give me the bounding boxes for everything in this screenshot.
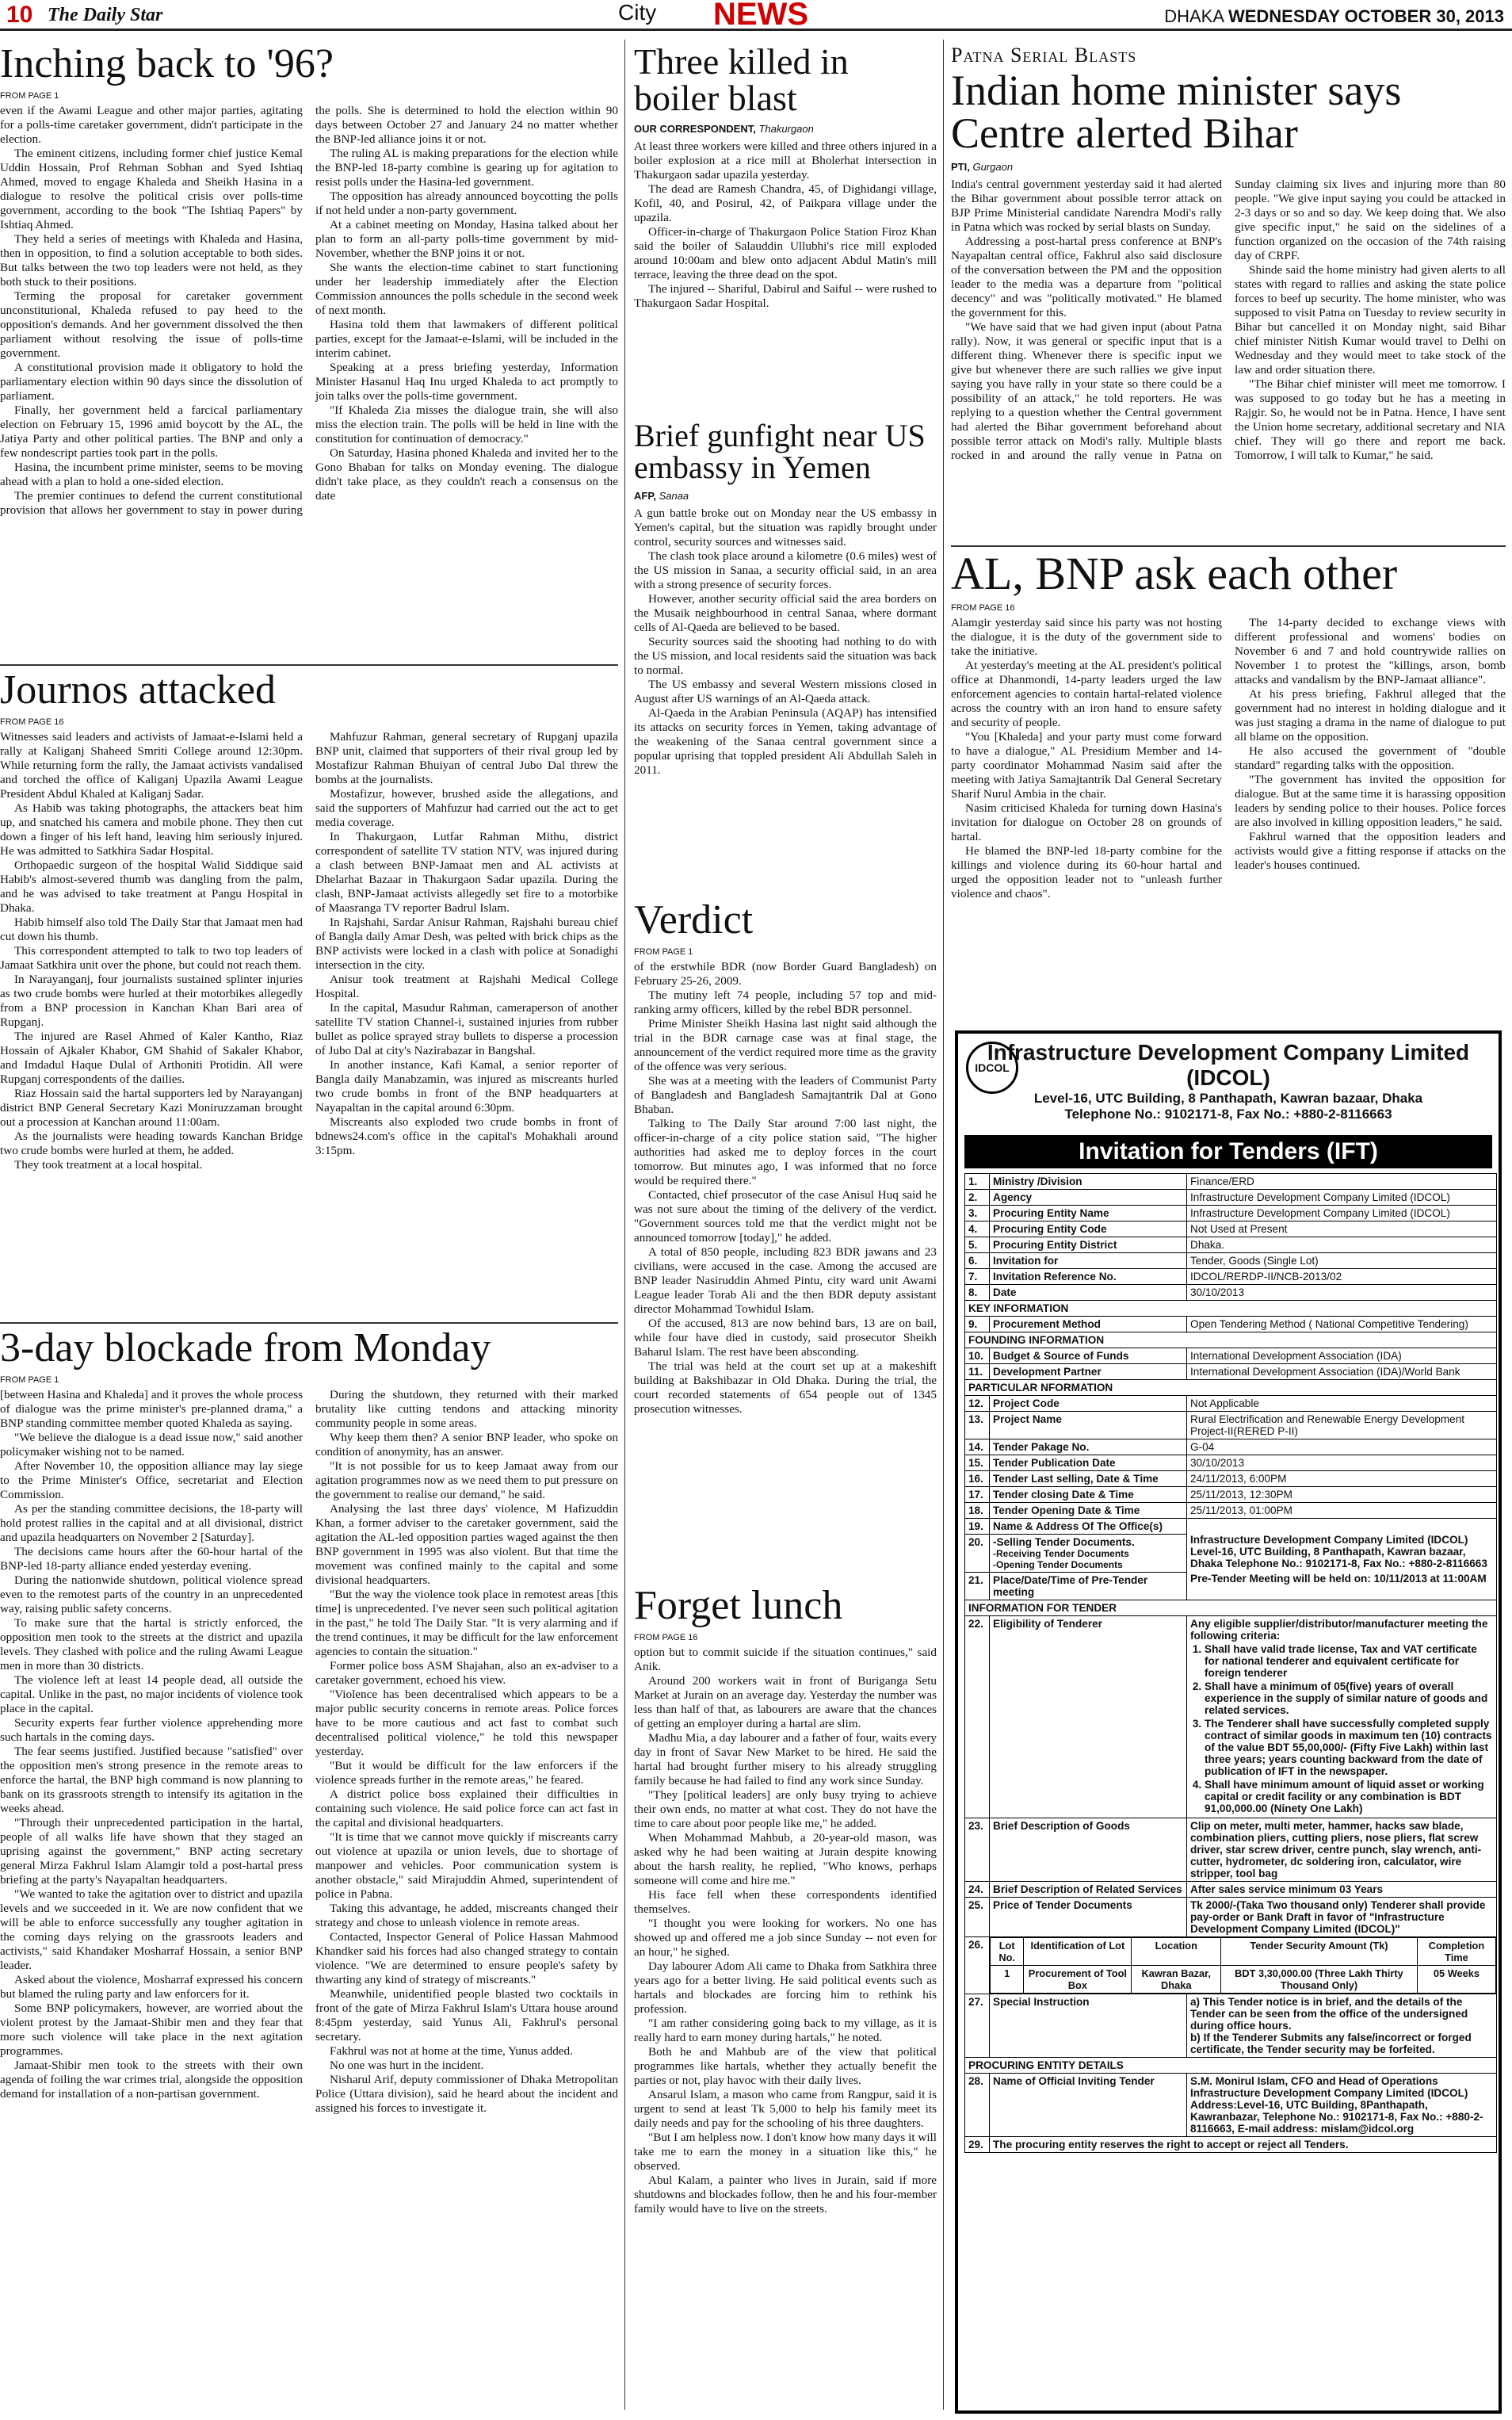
- paragraph: Of the accused, 813 are now behind bars, 13 are on bail, while four have died in custody, said prosecutor Sheikh Baharul Islam. The rest have been absconding.: [634, 1317, 937, 1359]
- paragraph: "They [political leaders] are only busy trying to achieve their own ends, no matter at what cost. They do not have the time to care about poor people like me," he added.: [634, 1788, 937, 1830]
- headline: Indian home minister says Centre alerted Bihar: [951, 67, 1402, 157]
- paragraph: In the capital, Masudur Rahman, cameraperson of another satellite TV station Channel-i, sustained injuries from rubber bullet as police sprayed stray bullets to disperse a procession of Jubo Dal at city's Nazirabazar in Bangshal.: [315, 1001, 618, 1057]
- paragraph: The US embassy and several Western missions closed in August after US warnings of an Al-Qaeda attack.: [634, 678, 937, 705]
- paragraph: As Habib was taking photographs, the attackers beat him up, and snatched his camera and mobile phone. They then cut down a finger of his left hand, leaving him seriously injured. He was admitted to Satkhira Sadar Hospital.: [0, 801, 303, 858]
- table-row: 9. Procurement Method Open Tendering Method ( National Competitive Tendering): [965, 1317, 1497, 1332]
- article-al-bnp: [951, 551, 1506, 1023]
- headline: 3-day blockade from Monday: [0, 1328, 491, 1371]
- headline: Journos attacked: [0, 670, 277, 713]
- paragraph: They took treatment at a local hospital.: [14, 1158, 203, 1172]
- paragraph: India's central government yesterday said it had alerted the Bihar government about possible terror attack on BJP Prime Ministerial candidate Narendra Modi's rally in Patna which was rocked by serial blasts on Sunday.: [951, 178, 1222, 234]
- paragraph: "It is not possible for us to keep Jamaat away from our agitation programmes now as we need them to put pressure on the government to realise our demand," he said.: [315, 1459, 618, 1501]
- paragraph: The mutiny left 74 people, including 57 top and mid-ranking army officers, killed by the rebel BDR personnel.: [634, 988, 937, 1016]
- article-yemen-gunfight: [634, 420, 937, 896]
- table-row: 17. Tender closing Date & Time 25/11/2013, 12:30PM: [965, 1487, 1497, 1503]
- headline: Forget lunch: [634, 1585, 843, 1628]
- paragraph: "But it would be difficult for the law enforcers if the violence spreads further in the remote areas," he feared.: [315, 1759, 618, 1787]
- table-row: 23. Brief Description of Goods Clip on meter, multi meter, hammer, hacks saw blade, combination pliers, cutting pliers, nose pliers, flat screw driver, star screw driver, centre punch, slay wrench, anti-cutter, hydrometer, dc soldering iron, calculator, wire stripper, tool bag: [965, 1818, 1497, 1882]
- paragraph: The violence left at least 14 people dead, all outside the capital. Unlike in the past, no major incidents of violence took place in the capital.: [0, 1673, 303, 1715]
- tender-table: [964, 1173, 1497, 2153]
- headline: Verdict: [634, 900, 754, 942]
- paragraph: Some BNP policymakers, however, are worried about the violent protest by the Jamaat-Shibir men and they fear that more such violence will take place in the next agitation programmes.: [0, 2001, 303, 2058]
- article-journos-attacked: [0, 670, 618, 1320]
- table-row: 15. Tender Publication Date 30/10/2013: [965, 1455, 1497, 1471]
- section-city: City: [618, 0, 657, 25]
- paragraph: Talking to The Daily Star around 7:00 last night, the officer-in-charge of a city police station said, "The higher authorities had asked me to deploy forces in the court tomorrow. But minutes ago, I was informed that no force would be required there.": [634, 1117, 937, 1187]
- ad-telephone: Telephone No.: 9102171-8, Fax No.: +880-2-8116663: [1064, 1107, 1392, 1122]
- paragraph: The opposition has already announced boycotting the polls if not held under a non-party government.: [315, 189, 618, 217]
- paragraph: They held a series of meetings with Khaleda and Hasina, then in opposition, to find a solution acceptable to both sides. But talks between the two top leaders were not held, as they both stuck to their positions.: [0, 232, 303, 289]
- paragraph: The premier continues to defend the current constitutional provision that allows her government to stay in power during the polls. She is determined to hold the election within 90 days between October 27 and January 24 no matter whether the BNP-led alliance joins it or not.: [0, 104, 618, 517]
- paragraph: To make sure that the hartal is strictly enforced, the opposition men took to the streets at the district and upazila levels. They clashed with police and the ruling Awami League men in more than 30 districts.: [0, 1616, 303, 1673]
- table-row: 8. Date 30/10/2013: [965, 1285, 1497, 1301]
- section-particular: PARTICULAR NFORMATION: [965, 1380, 1497, 1396]
- list-item: 3. The Tenderer shall have successfully completed supply contract of similar goods in maximum ten (10) contracts of the value BDT 55,00,000/- (Fifty Five Lakh) within last three years; years counting backward from the date of publication of IFT in the newspaper.: [1205, 1718, 1493, 1777]
- paragraph: In Rajshahi, Sardar Anisur Rahman, Rajshahi bureau chief of Bangla daily Amar Desh, was pelted with brick chips as the BNP activists were locked in a clash with police at Sonadighi intersection in the city.: [315, 916, 618, 972]
- paragraph: Nasim criticised Khaleda for turning down Hasina's invitation for dialogue on October 28 on grounds of hartal.: [951, 801, 1222, 843]
- paragraph: Contacted, Inspector General of Police Hassan Mahmood Khandker said his forces had also changed strategy to contain violence. "We are determined to ensure people's safety by thwarting any kind of strategy of miscreants.": [315, 1930, 618, 1986]
- paragraph: Security sources said the shooting had nothing to do with the US mission, and local residents said the situation was back to normal.: [634, 635, 937, 677]
- paragraph: Nisharul Arif, deputy commissioner of Dhaka Metropolitan Police (Uttara division), said he heard about the incident and assigned his forces to investigate it.: [315, 2073, 618, 2115]
- table-row: 18. Tender Opening Date & Time 25/11/2013, 01:00PM: [965, 1503, 1497, 1519]
- article-indian-home-minister: [951, 44, 1506, 543]
- paragraph: Mahfuzur Rahman, general secretary of Rupganj upazila BNP unit, claimed that supporters of their rival group led by Mostafizur Rahman Bhuiyan of central Jubo Dal threw the bombs at the journalists.: [315, 730, 618, 786]
- ad-company: Infrastructure Development Company Limited (IDCOL): [987, 1040, 1470, 1090]
- paragraph: "I thought you were looking for workers. No one has showed up and offered me a job since Sunday -- not even for an hour," he sighed.: [634, 1917, 937, 1959]
- paragraph: The decisions came hours after the 60-hour hartal of the BNP-led 18-party alliance ended yesterday evening.: [0, 1545, 303, 1573]
- paragraph: Day labourer Adom Ali came to Dhaka from Satkhira three years ago for a better living. He said political events such as hartals and blockades are forcing him to rethink his profession.: [634, 1959, 937, 2016]
- paragraph: The dead are Ramesh Chandra, 45, of Dighidangi village, Kofil, 40, and Posirul, 42, of Paikpara village under the upazila.: [634, 182, 937, 224]
- table-row: 14. Tender Pakage No. G-04: [965, 1439, 1497, 1455]
- column-rule: [624, 40, 625, 2410]
- paragraph: However, another security official said the area borders on the Musaik neighbourhood in central Sanaa, where dormant cells of Al-Qaeda are believed to be based.: [634, 592, 937, 634]
- section-procuring: PROCURING ENTITY DETAILS: [965, 2058, 1497, 2074]
- paragraph: Former police boss ASM Shajahan, also an ex-adviser to a caretaker government, echoed his view.: [315, 1659, 618, 1687]
- paragraph: "If Khaleda Zia misses the dialogue train, she will also miss the election train. The polls will be held in line with the constitution for continuation of democracy.": [315, 403, 618, 445]
- section-funding: FOUNDING INFORMATION: [965, 1332, 1497, 1348]
- tender-advertisement: [955, 1030, 1502, 2414]
- paragraph: Around 200 workers wait in front of Buriganga Setu Market at Jurain on an average day. Yesterday the number was less than half of that, as labourers are aware that the chances of getting an employer during a hartal are slim.: [634, 1674, 937, 1730]
- byline: PTI, Gurgaon: [951, 161, 1014, 173]
- kicker: FROM PAGE 16: [951, 603, 1015, 613]
- table-row: 26. Lot No. Identification of Lot Location Tender Security Amount (Tk) Completion Time 1 Procurement of Tool Box Kawran Bazar, Dhaka BDT 3,30,000.00 (Three Lakh Thirty Thousand Only) 05 Weeks: [965, 1937, 1497, 1994]
- paragraph: He blamed the BNP-led 18-party combine for the killings and violence during its 60-hour hartal and urged the opposition leader not to "unleash further violence and chaos".: [951, 844, 1222, 900]
- lot-table: Lot No. Identification of Lot Location Tender Security Amount (Tk) Completion Time 1 Procurement of Tool Box Kawran Bazar, Dhaka BDT 3,30,000.00 (Three Lakh Thirty Thousand Only) 05 Weeks: [990, 1937, 1496, 1994]
- ad-title: Invitation for Tenders (IFT): [964, 1135, 1492, 1168]
- paragraph: Prime Minister Sheikh Hasina last night said although the trial in the BDR carnage case was at final stage, the announcement of the verdict required more time as the gravity of the offence was very serious.: [634, 1017, 937, 1073]
- paragraph: "But the way the violence took place in remotest areas [this time] is unprecedented. I've never seen such political agitation in the past," he told The Daily Star. "It is very alarming and if the trend continues, it may be difficult for the law enforcement agencies to contain the situation.": [315, 1588, 618, 1658]
- paragraph: She wants the election-time cabinet to start functioning under her leadership immediately after the Election Commission announces the polls schedule in the second week of next month.: [315, 261, 618, 317]
- paragraph: A gun battle broke out on Monday near the US embassy in Yemen's capital, but the situation was rapidly brought under control, security sources and witnesses said.: [634, 507, 937, 549]
- article-body: [0, 1388, 618, 2116]
- paragraph: At his press briefing, Fakhrul alleged that the government had no interest in holding dialogue and it was just staging a drama in the name of dialogue to put all blame on the opposition.: [1235, 687, 1506, 744]
- paragraph: No one was hurt in the incident.: [330, 2059, 484, 2072]
- table-row: 27. Special Instruction a) This Tender notice is in brief, and the details of the Tender can be seen from the office of the undersigned during office hours. b) If the Tenderer Submits any false/incorrect or forged certificate, the Tender security may be forfeited.: [965, 1994, 1497, 2058]
- paragraph: Ansarul Islam, a mason who came from Rangpur, said it is urgent to send at least Tk 5,000 to help his family meet its daily needs and pay for the schooling of his three daughters.: [634, 2088, 937, 2130]
- paragraph: Security experts fear further violence apprehending more such hartals in the coming days.: [0, 1716, 303, 1744]
- table-row: 19. Name & Address Of The Office(s) Infrastructure Development Company Limited (IDCOL) Level-16, UTC Building, 8 Panthapath, Kawran bazaar, Dhaka Telephone No.: 9102171-8, Fax No.: +880-2-8116663 Pre-Tender Meeting will be held on: 10/11/2013 at 11:00AM: [965, 1519, 1497, 1535]
- article-body: [0, 104, 618, 518]
- paragraph: The clash took place around a kilometre (0.6 miles) west of the US mission in Sanaa, a security official said, in an area with a strong presence of security forces.: [634, 549, 937, 591]
- byline: AFP, Sanaa: [634, 490, 689, 502]
- table-row: 22. Eligibility of Tenderer Any eligible supplier/distributor/manufacturer meeting the following criteria: 1. Shall have valid trade license, Tax and VAT certificate for national tenderer and equivalent certificate for foreign tenderer 2. Shall have a minimum of 05(five) years of overall experience in the supply of similar nature of goods and related services. 3. The Tenderer shall have successfully completed supply contract of similar goods in maximum ten (10) contracts of the value BDT 55,00,000/- (Fifty Five Lakh) within last three years; years counting backward from the date of publication of IFT in the newspaper. 4. Shall have minimum amount of liquid asset or working capital or credit facility or any combination is BDT 91,00,000.00 (Ninety One Lakh): [965, 1616, 1497, 1818]
- article-3-day-blockade: [0, 1328, 618, 2414]
- paragraph: Asked about the violence, Mosharraf expressed his concern but blamed the ruling party and law enforcers for it.: [0, 1973, 303, 2001]
- article-boiler-blast: [634, 44, 937, 416]
- divider: [0, 664, 618, 666]
- list-item: 2. Shall have a minimum of 05(five) years of overall experience in the supply of similar nature of goods and related services.: [1205, 1680, 1493, 1716]
- paragraph: The injured are Rasel Ahmed of Kaler Kantho, Riaz Hossain of Ajkaler Khabor, GM Shahid of Sakaler Khabor, and Imdadul Haque Dulal of Arthoniti Protidin. All were Rupganj correspondents of the dailies.: [0, 1030, 303, 1086]
- paragraph: At a cabinet meeting on Monday, Hasina talked about her plan to form an all-party polls-time government by mid-November, whether the BNP joins it or not.: [315, 218, 618, 260]
- paragraph: This correspondent attempted to talk to two top leaders of Jamaat Satkhira unit over the phone, but could not reach them.: [0, 944, 303, 972]
- article-body: [0, 730, 618, 1172]
- paragraph: "You [Khaleda] and your party must come forward to have a dialogue," AL Presidium Member and 14-party coordinator Mohammad Nasim said after the meeting with Jatiya Samajtantrik Dal General Secretary Sharif Nurul Ambia in the chair.: [951, 730, 1222, 801]
- paragraph: Both he and Mahbub are of the view that political programmes like hartals, whether they actually benefit the parties or not, play havoc with their daily lives.: [634, 2045, 937, 2087]
- table-row: 2. Agency Infrastructure Development Company Limited (IDCOL): [965, 1190, 1497, 1206]
- paragraph: In Thakurgaon, Lutfar Rahman Mithu, district correspondent of satellite TV station NTV, was injured during a clash between BNP-Jamaat men and AL activists at Dhelarhat Bazaar in Thakurgaon Sadar upazila. During the clash, BNP-Jamaat activists allegedly set fire to a motorbike of Maasranga TV reporter Badrul Islam.: [315, 830, 618, 915]
- idcol-logo: IDCOL: [966, 1042, 1018, 1094]
- paragraph: Fakhrul warned that the opposition leaders and activists would give a fitting response if attacks on the leader's houses continued.: [1235, 830, 1506, 872]
- paragraph: At least three workers were killed and three others injured in a boiler explosion at a rice mill at Bholerhat intersection in Thakurgaon sadar upazila yesterday.: [634, 140, 937, 182]
- paragraph: As per the standing committee decisions, the 18-party will hold protest rallies in the capital and at all divisional, district and upazila headquarters on November 2 [Saturday].: [0, 1502, 303, 1544]
- paragraph: In Narayanganj, four journalists sustained splinter injuries as two crude bombs were hurled at their motorbikes allegedly from a BNP procession in Kanchan Khan Bari area of Rupganj.: [0, 973, 303, 1029]
- article-verdict: [634, 900, 937, 1581]
- section-news: NEWS: [713, 0, 808, 32]
- table-row: 13. Project Name Rural Electrification and Renewable Energy Development Project-II(RERED P-II): [965, 1412, 1497, 1439]
- ad-address: Level-16, UTC Building, 8 Panthapath, Kawran bazaar, Dhaka: [1033, 1091, 1423, 1106]
- paragraph: The trial was held at the court set up at a makeshift building at Bakshibazar in Old Dhaka. During the trial, the court recorded statements of 654 people out of 1345 prosecution witnesses.: [634, 1359, 937, 1416]
- list-item: 4. Shall have minimum amount of liquid asset or working capital or credit facility or any combination is BDT 91,00,000.00 (Ninety One Lakh): [1205, 1779, 1493, 1814]
- table-row: 5. Procuring Entity District Dhaka.: [965, 1237, 1497, 1253]
- paragraph: Orthopaedic surgeon of the hospital Walid Siddique said Habib's almost-severed thumb was dangling from the palm, and he was advised to take treatment at Pangu Hospital in Dhaka.: [0, 858, 303, 915]
- article-body: [634, 1646, 937, 2216]
- paragraph: The fear seems justified. Justified because "satisfied" over the opposition men's strong presence in the remote areas to enforce the hartal, the BNP high command is now planning to bank on its grassroots strength to intensify its agitation in the weeks ahead.: [0, 1745, 303, 1815]
- article-body: [951, 616, 1506, 901]
- paragraph: Meanwhile, unidentified people blasted two cocktails in front of the gate of Mirza Fakhrul Islam's Uttara house around 8:45pm yesterday, said Yunus Ali, Fakhrul's personal secretary.: [315, 1987, 618, 2043]
- paragraph: During the shutdown, they returned with their marked brutality like cutting tendons and attacking minority community people in some areas.: [315, 1388, 618, 1430]
- paragraph: "I am rather considering going back to my village, as it is really hard to earn money during hartals," he noted.: [634, 2017, 937, 2044]
- paragraph: "The Bihar chief minister will meet me tomorrow. I was supposed to go today but he has a meeting in Rajgir. So, he would not be in Patna. Hence, I have sent the Union home secretary, additional secretary and NIA chief. They will go there and report me back. Tomorrow, I will talk to Kumar," he said.: [1235, 377, 1506, 462]
- paragraph: option but to commit suicide if the situation continues," said Anik.: [634, 1646, 937, 1673]
- paragraph: Terming the proposal for caretaker government unconstitutional, Khaleda refused to pay heed to the opposition's demands. And her government dissolved the then parliament without resolving the issue of polls-time government.: [0, 289, 303, 360]
- table-row: 3. Procuring Entity Name Infrastructure Development Company Limited (IDCOL): [965, 1206, 1497, 1221]
- headline: Three killed in boiler blast: [634, 44, 849, 118]
- paragraph: The injured -- Shariful, Dabirul and Saiful -- were rushed to Thakurgaon Sadar Hospital.: [634, 282, 937, 310]
- paragraph: "We have said that we had given input (about Patna rally). Now, it was general or specific input that is a different thing. Whenever there is specific input we give but whenever there are such rallies we give input saying you have rally in your state so there could be a possibility of an attack," he told reporters. He was replying to a question whether the Central government had alerted the Bihar government beforehand about possible terror attack on Modi's rally. Multiple blasts rocked in and around the rally venue in Patna on Sunday claiming six lives and injuring more than 80 people. "We give input saying you could be attacked in 2-3 days or so and so day. We keep doing that. We also give specific input," he said on the sidelines of a function organized on the occasion of the 74th raising day of CRPF.: [951, 178, 1506, 462]
- paragraph: "But I am helpless now. I don't know how many days it will take me to earn the money in a situation like this," he observed.: [634, 2131, 937, 2173]
- paragraph: "Violence has been decentralised which appears to be a major public security concerns in remote areas. Police forces have to be more cautious and act fast to combat such decentralised political violence," he told this newspaper yesterday.: [315, 1688, 618, 1758]
- paragraph: [between Hasina and Khaleda] and it proves the whole process of dialogue was the prime minister's pre-planned drama," a BNP standing committee member quoted Khaleda as saying.: [0, 1388, 303, 1430]
- paragraph: After November 10, the opposition alliance may lay siege to the Prime Minister's Office, secretariat and Election Commission.: [0, 1459, 303, 1501]
- article-body: [951, 178, 1506, 463]
- paragraph: Riaz Hossain said the hartal supporters led by Narayanganj district BNP General Secretary Kazi Moniruzzaman brought out a procession at Kanchan around 11:00am.: [0, 1087, 303, 1129]
- headline: Inching back to '96?: [0, 44, 334, 86]
- kicker: FROM PAGE 1: [0, 91, 59, 101]
- paragraph: On Saturday, Hasina phoned Khaleda and invited her to the Gono Bhaban for talks on Monday evening. The dialogue didn't take place, as they couldn't reach a consensus on the date: [315, 446, 618, 503]
- paragraph: The ruling AL is making preparations for the election while the BNP-led 18-party combine is gearing up for agitation to resist polls under the Hasina-led government.: [315, 147, 618, 189]
- table-row: 1. Ministry /Division Finance/ERD: [965, 1174, 1497, 1190]
- paragraph: His face fell when these correspondents identified themselves.: [634, 1888, 937, 1916]
- paragraph: Hasina told them that lawmakers of different political parties, except for the Jamaat-e-Islami, will be included in the interim cabinet.: [315, 318, 618, 360]
- kicker: FROM PAGE 16: [634, 1633, 698, 1642]
- paragraph: Madhu Mia, a day labourer and a father of four, waits every day in front of Savar New Market to be hired. He said the hartal had brought further misery to his already struggling family because he had failed to find any work since Sunday.: [634, 1731, 937, 1787]
- paragraph: Alamgir yesterday said since his party was not hosting the dialogue, it is the duty of the government side to take the initiative.: [951, 616, 1222, 658]
- table-row: 16. Tender Last selling, Date & Time 24/11/2013, 6:00PM: [965, 1471, 1497, 1487]
- paragraph: "We believe the dialogue is a dead issue now," said another policymaker wishing not to be named.: [0, 1431, 303, 1458]
- paragraph: Addressing a post-hartal press conference at BNP's Nayapaltan central office, Fakhrul also said disclosure of the conversation between the PM and the opposition leader to the media was a departure from "political decency" and was "politically motivated." He blamed the government for this.: [951, 235, 1222, 319]
- paragraph: He also accused the government of "double standard" regarding talks with the opposition.: [1235, 744, 1506, 772]
- masthead: [0, 0, 1512, 31]
- table-row: 12. Project Code Not Applicable: [965, 1396, 1497, 1412]
- paragraph: Abul Kalam, a painter who lives in Jurain, said if more shutdowns and blockades follow, then he and his four-member family would have to live on the streets.: [634, 2173, 937, 2215]
- article-forget-lunch: [634, 1585, 937, 2414]
- paragraph: Miscreants also exploded two crude bombs in front of bdnews24.com's office in the capital's Mohakhali around 3:15pm.: [315, 1115, 618, 1157]
- paper-name: The Daily Star: [48, 5, 163, 25]
- paragraph: Habib himself also told The Daily Star that Jamaat men had cut down his thumb.: [0, 916, 303, 943]
- section-tender-info: INFORMATION FOR TENDER: [965, 1600, 1497, 1616]
- article-inching-back: [0, 44, 618, 662]
- paragraph: A total of 850 people, including 823 BDR jawans and 23 civilians, were accused in the case. Among the accused are BNP leader Nasiruddin Ahmed Pintu, city ward unit Awami League leader Torab Ali and the then BDR deputy assistant director Mohammad Towhidul Islam.: [634, 1245, 937, 1316]
- table-row: 11. Development Partner International Development Association (IDA)/World Bank: [965, 1364, 1497, 1380]
- dateline: DHAKA WEDNESDAY OCTOBER 30, 2013: [1164, 6, 1504, 26]
- headline: Brief gunfight near US embassy in Yemen: [634, 420, 926, 485]
- table-row: 6. Invitation for Tender, Goods (Single Lot): [965, 1253, 1497, 1269]
- kicker: FROM PAGE 1: [0, 1375, 59, 1385]
- paragraph: "We wanted to take the agitation over to district and upazila levels and we succeeded in it. We are now confident that we will be able to enforce successfully any tougher agitation in the coming days relying on the grassroots leaders and activists," said Khandaker Mosharraf Hossain, a senior BNP leader.: [0, 1887, 303, 1972]
- kicker: Patna Serial Blasts: [951, 44, 1137, 67]
- paragraph: Taking this advantage, he added, miscreants changed their strategy and chose to unleash violence in remote areas.: [315, 1902, 618, 1929]
- table-row: 4. Procuring Entity Code Not Used at Present: [965, 1221, 1497, 1237]
- kicker: FROM PAGE 1: [634, 947, 693, 957]
- divider: [951, 545, 1506, 547]
- paragraph: of the erstwhile BDR (now Border Guard Bangladesh) on February 25-26, 2009.: [634, 960, 937, 988]
- paragraph: At yesterday's meeting at the AL president's political office at Dhanmondi, 14-party leaders urged the law enforcement agencies to contain hartal-related violence across the country with an iron hand to ensure safety and security of people.: [951, 659, 1222, 729]
- column-rule: [943, 40, 944, 2410]
- kicker: FROM PAGE 16: [0, 717, 64, 727]
- table-row: 28. Name of Official Inviting Tender S.M. Monirul Islam, CFO and Head of Operations Infrastructure Development Company Limited (IDCOL) Address:Level-16, UTC Building, 8Panthapath, Kawranbazar, Telephone No.: 9102171-8, Fax No.: +880-2-8116663, E-mail address: mislam@idcol.org: [965, 2074, 1497, 2137]
- paragraph: "Through their unprecedented participation in the hartal, people of all walks life have shown that they staged an uprising against the government," BNP acting secretary general Mirza Fakhrul Islam Alamgir told a post-hartal press briefing at the party's Nayapaltan headquarters.: [0, 1816, 303, 1887]
- paragraph: She was at a meeting with the leaders of Communist Party of Bangladesh and Bangladesh Samajtantrik Dal at Gono Bhaban.: [634, 1074, 937, 1116]
- paragraph: Why keep them then? A senior BNP leader, who spoke on condition of anonymity, has an answer.: [315, 1431, 618, 1458]
- paragraph: Al-Qaeda in the Arabian Peninsula (AQAP) has intensified its attacks on security forces in Yemen, taking advantage of the weakening of the Sanaa central government since a popular uprising that toppled president Ali Abdullah Saleh in 2011.: [634, 706, 937, 777]
- paragraph: In another instance, Kafi Kamal, a senior reporter of Bangla daily Manabzamin, was injured as miscreants hurled two crude bombs in front of the BNP headquarters at Nayapaltan in the capital around 6:30pm.: [315, 1058, 618, 1114]
- article-body: [634, 960, 937, 1416]
- paragraph: Anisur took treatment at Rajshahi Medical College Hospital.: [315, 973, 618, 1000]
- paragraph: During the nationwide shutdown, political violence spread even to the remotest parts of the country in an unprecedented way, raising public safety concerns.: [0, 1573, 303, 1615]
- table-row: 25. Price of Tender Documents Tk 2000/-(Taka Two thousand only) Tenderer shall provide pay-order or Bank Draft in favor of "Infrastructure Development Company Limited (IDCOL)": [965, 1898, 1497, 1937]
- table-row: 24. Brief Description of Related Services After sales service minimum 03 Years: [965, 1882, 1497, 1898]
- paragraph: The eminent citizens, including former chief justice Kemal Uddin Hossain, Prof Rehman Sobhan and Syed Ishtiaq Ahmed, moved to engage Khaleda and Sheikh Hasina in a dialogue to resolve the political crisis over polls-time government, according to the book "The Ishtiaq Papers" by Ishtiaq Ahmed.: [0, 147, 303, 231]
- paragraph: Contacted, chief prosecutor of the case Anisul Huq said he was not sure about the timing of the delivery of the verdict. "Government sources told me that the verdict might not be announced tomorrow [today]," he added.: [634, 1188, 937, 1244]
- ad-header: [958, 1034, 1499, 1135]
- paragraph: even if the Awami League and other major parties, agitating for a polls-time caretaker government, didn't participate in the election.: [0, 104, 303, 146]
- paragraph: Shinde said the home ministry had given alerts to all states with regard to rallies and asking the state police forces to beef up security. The home minister, who was supposed to visit Patna on Tuesday to review security in Bihar but cancelled it on Monday night, said Bihar chief minister Nitish Kumar would travel to Delhi on Wednesday and they would meet to take stock of the law and order situation there.: [1235, 263, 1506, 377]
- byline: OUR CORRESPONDENT, Thakurgaon: [634, 123, 814, 135]
- paragraph: The 14-party decided to exchange views with different professional and womens' bodies on November 6 and 7 and hold countrywide rallies on November 1 to protest the "killings, arson, bomb attacks and vandalism by the BNP-Jamaat alliance".: [1235, 616, 1506, 686]
- article-body: [634, 140, 937, 311]
- paragraph: Officer-in-charge of Thakurgaon Police Station Firoz Khan said the boiler of Salauddin Ullubhi's rice mill exploded around 10:00am and blew onto adjacent Abdul Matin's mill terrace, leaving the three dead on the spot.: [634, 225, 937, 281]
- paragraph: As the journalists were heading towards Kanchan Bridge two crude bombs were hurled at them, he added.: [0, 1130, 303, 1157]
- paragraph: Speaking at a press briefing yesterday, Information Minister Hasanul Haq Inu urged Khaleda to act promptly to join talks over the polls-time government.: [315, 361, 618, 403]
- divider: [0, 1322, 618, 1324]
- table-row: 10. Budget & Source of Funds International Development Association (IDA): [965, 1348, 1497, 1364]
- paragraph: Mostafizur, however, brushed aside the allegations, and said the supporters of Mahfuzur had carried out the act to get media coverage.: [315, 787, 618, 829]
- list-item: 1. Shall have valid trade license, Tax and VAT certificate for national tenderer and equivalent certificate for foreign tenderer: [1205, 1643, 1493, 1679]
- paragraph: "The government has invited the opposition for dialogue. But at the same time it is harassing opposition leaders by sending police to their houses. Police forces are also involved in killing opposition leaders," he said.: [1235, 773, 1506, 829]
- paragraph: Analysing the last three days' violence, M Hafizuddin Khan, a former adviser to the caretaker government, said the agitation the AL-led opposition parties waged against the then BNP government in 1995 was also violent. But that time the movement was confined mainly to the capital and some divisional headquarters.: [315, 1502, 618, 1587]
- paragraph: Jamaat-Shibir men took to the streets with their own agenda of foiling the war crimes trial, alongside the opposition demand for installation of a non-partisan government.: [0, 2059, 303, 2101]
- paragraph: A district police boss explained their difficulties in containing such violence. He said police force can act fast in the capital and divisional headquarters.: [315, 1787, 618, 1829]
- table-row: 29. The procuring entity reserves the right to accept or reject all Tenders.: [965, 2137, 1497, 2153]
- paragraph: Finally, her government held a farcical parliamentary election on February 15, 1996 amid boycott by the AL, the Jatiya Party and other political parties. The BNP and only a few nondescript parties took part in the polls.: [0, 403, 303, 460]
- paragraph: Witnesses said leaders and activists of Jamaat-e-Islami held a rally at Kaliganj Shaheed Smriti College around 12:30pm. While returning form the rally, the Jamaat activists vandalised and torched the office of Kaliganj Upazila Awami League President Abdul Khaled at Kaliganj Sadar.: [0, 730, 303, 801]
- article-body: [634, 507, 937, 778]
- table-row: 20. -Selling Tender Documents. -Receiving Tender Documents -Opening Tender Documents: [965, 1535, 1497, 1573]
- table-row: 21. Place/Date/Time of Pre-Tender meeting: [965, 1573, 1497, 1600]
- paragraph: Fakhrul was not at home at the time, Yunus added.: [330, 2044, 573, 2058]
- section-key-info: KEY INFORMATION: [965, 1301, 1497, 1317]
- paragraph: When Mohammad Mahbub, a 20-year-old mason, was asked why he had been waiting at Jurain despite knowing about the harsh reality, he replied, "Who knows, perhaps someone will come and hire me.": [634, 1831, 937, 1887]
- headline: AL, BNP ask each other: [951, 551, 1398, 599]
- paragraph: "It is time that we cannot move quickly if miscreants carry out violence at upazila or union levels, due to shortage of manpower and vehicles. Poor communication system is another obstacle," said Mirajuddin Ahmed, superintendent of police in Pabna.: [315, 1830, 618, 1901]
- paragraph: A constitutional provision made it obligatory to hold the parliamentary election within 90 days since the dissolution of parliament.: [0, 361, 303, 403]
- paragraph: Hasina, the incumbent prime minister, seems to be moving ahead with a plan to hold a one-sided election.: [0, 461, 303, 488]
- table-row: 7. Invitation Reference No. IDCOL/RERDP-II/NCB-2013/02: [965, 1269, 1497, 1285]
- page-number: 10: [6, 2, 33, 28]
